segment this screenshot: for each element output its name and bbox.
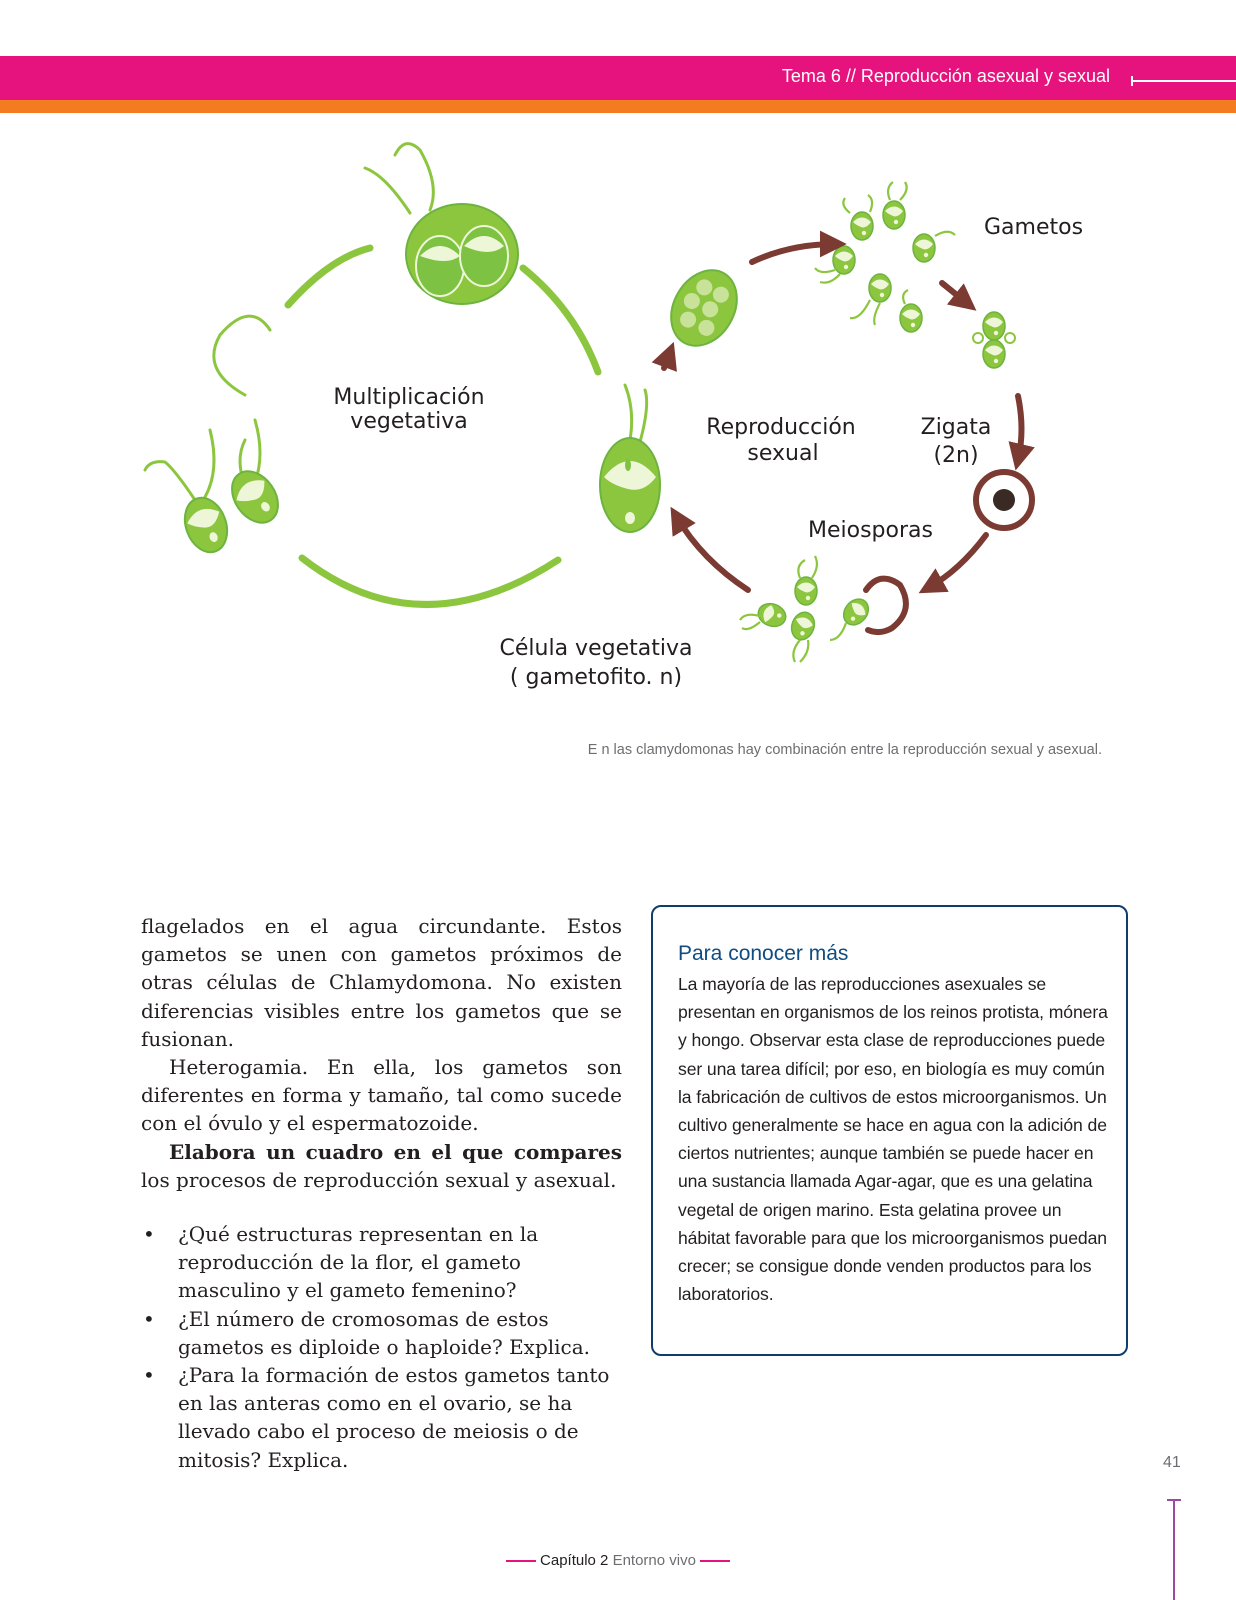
label-meiosporas: Meiosporas bbox=[808, 518, 933, 543]
question-text: ¿Para la formación de estos gametos tanto en las anteras como en el ovario, se ha llevado cabo el proceso de meiosis o de mitosis? Explica. bbox=[178, 1363, 610, 1472]
header-orange-stripe bbox=[0, 100, 1236, 113]
life-cycle-diagram bbox=[0, 120, 1236, 720]
header-rule bbox=[1132, 80, 1236, 82]
meiospore-capsule bbox=[866, 579, 906, 633]
vegetative-cell bbox=[600, 438, 660, 532]
paragraph-activity bbox=[141, 1138, 622, 1194]
gametes-group bbox=[833, 201, 935, 332]
page-number: 41 bbox=[1163, 1454, 1181, 1471]
question-list bbox=[141, 1220, 622, 1474]
fusing-gametes bbox=[973, 312, 1015, 368]
question-item bbox=[141, 1361, 622, 1474]
question-item bbox=[141, 1305, 622, 1361]
arrow-to-vegetative bbox=[676, 516, 748, 590]
bullet: • bbox=[143, 1306, 155, 1331]
label-2n: (2n) bbox=[933, 443, 979, 468]
label-sexual: sexual bbox=[747, 441, 819, 466]
label-vegetativa: vegetativa bbox=[350, 409, 468, 434]
footer-line-left bbox=[506, 1560, 536, 1562]
info-box-title: Para conocer más bbox=[678, 942, 849, 965]
label-celula-vegetativa: Célula vegetativa bbox=[499, 636, 693, 661]
header-tick bbox=[1131, 76, 1133, 86]
meiospores-group bbox=[755, 577, 873, 643]
header-title: Tema 6 // Reproducción asexual y sexual bbox=[781, 66, 1110, 86]
arc-top-right bbox=[523, 268, 598, 372]
arc-bottom bbox=[302, 558, 558, 605]
activity-bold: Elabora un cuadro en el que compares bbox=[169, 1139, 622, 1164]
arrow-to-meiospores bbox=[928, 535, 986, 588]
arrow-to-gamete-cell bbox=[664, 352, 670, 368]
bullet: • bbox=[143, 1363, 155, 1388]
label-zigata: Zigata bbox=[920, 415, 992, 440]
footer-line-right bbox=[700, 1560, 730, 1562]
footer bbox=[0, 1552, 1236, 1569]
footer-chapter-name: Entorno vivo bbox=[612, 1552, 696, 1569]
paragraph-heterogamia: Heterogamia. En ella, los gametos son diferentes en forma y tamaño, tal como sucede con el óvulo y el espermatozoide. bbox=[141, 1055, 622, 1136]
bullet: • bbox=[143, 1222, 155, 1247]
question-item bbox=[141, 1220, 622, 1305]
arc-top-left bbox=[288, 248, 370, 305]
arrow-to-zygote bbox=[1018, 396, 1022, 460]
figure-caption: E n las clamydomonas hay combinación entre la reproducción sexual y asexual. bbox=[587, 742, 1102, 758]
label-reproduccion: Reproducción bbox=[706, 415, 856, 440]
question-text: ¿El número de cromosomas de estos gametos es diploide o haploide? Explica. bbox=[178, 1306, 591, 1359]
footer-chapter: Capítulo 2 bbox=[540, 1552, 609, 1569]
arrow-to-gametes bbox=[752, 244, 836, 262]
label-multiplicacion: Multiplicación bbox=[333, 385, 485, 410]
label-gametos: Gametos bbox=[984, 215, 1084, 240]
arrow-to-fusion bbox=[942, 283, 968, 304]
meiospore-flagella bbox=[740, 556, 846, 662]
info-box-text: La mayoría de las reproducciones asexuales se presentan en organismos de los reinos protista, mónera y hongo. Observar esta clase de reproducciones puede ser una tarea difícil; por eso, en biología es muy común la fabricación de cultivos de estos microorganismos. Un cultivo generalmente se hace en agua con la adición de ciertos nutrientes; aunque también se puede hacer en una sustancia llamada Agar-agar, que es una gelatina vegetal de origen marino. Esta gelatina provee un hábitat favorable para que los microorganismos puedan crecer; se consigue donde venden productos para los laboratorios. bbox=[678, 974, 1108, 1305]
side-rule bbox=[1173, 1500, 1175, 1600]
question-text: ¿Qué estructuras representan en la reproducción de la flor, el gameto masculino y el gameto femenino? bbox=[178, 1222, 539, 1303]
activity-rest: los procesos de reproducción sexual y asexual. bbox=[141, 1167, 617, 1192]
dividing-cell-top bbox=[406, 204, 518, 304]
gamete-forming-cell bbox=[658, 258, 750, 357]
daughter-cells-left bbox=[178, 463, 288, 559]
zygote bbox=[976, 472, 1032, 528]
body-text bbox=[141, 912, 622, 1474]
paragraph-isogamia: flagelados en el agua circundante. Estos gametos se unen con gametos próximos de otras células de Chlamydomona. No existen diferencias visibles entre los gametos que se fusionan. bbox=[141, 914, 622, 1051]
label-gametofito: ( gametofito. n) bbox=[509, 665, 683, 690]
